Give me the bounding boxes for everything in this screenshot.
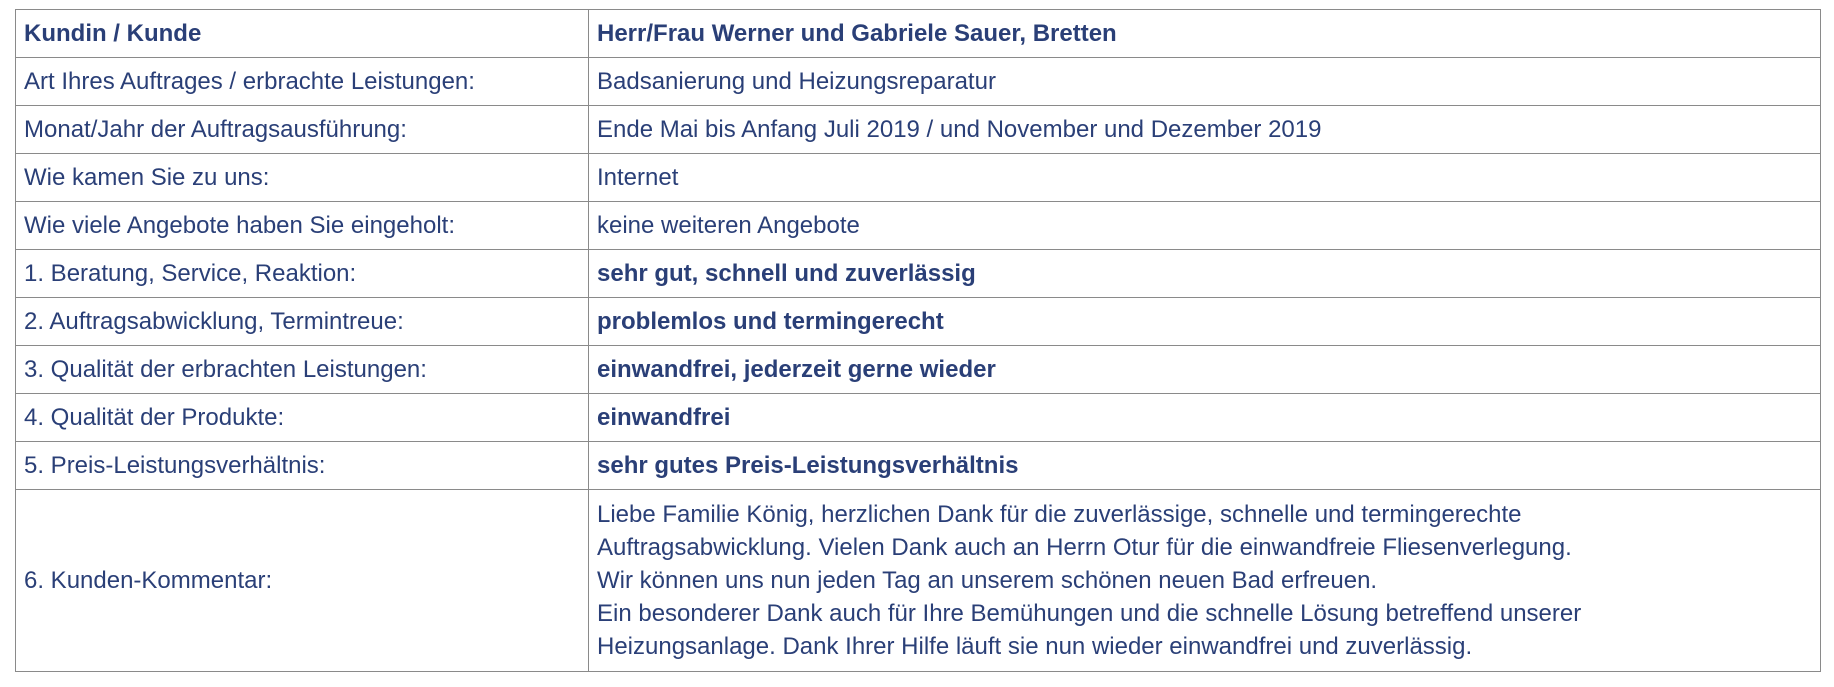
row-label-consulting: 1. Beratung, Service, Reaktion: [16,250,589,298]
row-value-source: Internet [589,154,1821,202]
row-value-service-quality: einwandfrei, jederzeit gerne wieder [589,346,1821,394]
row-label-offers: Wie viele Angebote haben Sie eingeholt: [16,202,589,250]
table-row [16,58,1821,106]
table-row [16,394,1821,442]
table-row [16,250,1821,298]
row-value-consulting: sehr gut, schnell und zuverlässig [589,250,1821,298]
comment-text [589,490,1821,672]
customer-label: Kundin / Kunde [16,10,589,58]
row-label-processing: 2. Auftragsabwicklung, Termintreue: [16,298,589,346]
comment-line: Ein besonderer Dank auch für Ihre Bemühungen und die schnelle Lösung betreffend unserer [597,600,1582,627]
customer-review-table [15,9,1821,672]
comment-line: Heizungsanlage. Dank Ihrer Hilfe läuft sie nun wieder einwandfrei und zuverlässig. [597,633,1473,660]
row-value-product-quality: einwandfrei [589,394,1821,442]
table-row [16,346,1821,394]
table-row [16,442,1821,490]
row-label-price-performance: 5. Preis-Leistungsverhältnis: [16,442,589,490]
row-label-order-type: Art Ihres Auftrages / erbrachte Leistungen: [16,58,589,106]
table-row [16,298,1821,346]
comment-row [16,490,1821,672]
row-value-processing: problemlos und termingerecht [589,298,1821,346]
comment-line: Auftragsabwicklung. Vielen Dank auch an Herrn Otur für die einwandfreie Fliesenverlegung. [597,534,1572,561]
row-value-period: Ende Mai bis Anfang Juli 2019 / und November und Dezember 2019 [589,106,1821,154]
table-row [16,154,1821,202]
table-row [16,202,1821,250]
row-label-product-quality: 4. Qualität der Produkte: [16,394,589,442]
row-label-service-quality: 3. Qualität der erbrachten Leistungen: [16,346,589,394]
row-label-period: Monat/Jahr der Auftragsausführung: [16,106,589,154]
table-row [16,106,1821,154]
row-value-price-performance: sehr gutes Preis-Leistungsverhältnis [589,442,1821,490]
customer-name: Herr/Frau Werner und Gabriele Sauer, Bretten [589,10,1821,58]
customer-row [16,10,1821,58]
comment-line: Liebe Familie König, herzlichen Dank für die zuverlässige, schnelle und termingerechte [597,501,1522,528]
comment-line: Wir können uns nun jeden Tag an unserem schönen neuen Bad erfreuen. [597,567,1378,594]
comment-label: 6. Kunden-Kommentar: [16,490,589,672]
row-value-offers: keine weiteren Angebote [589,202,1821,250]
row-label-source: Wie kamen Sie zu uns: [16,154,589,202]
row-value-order-type: Badsanierung und Heizungsreparatur [589,58,1821,106]
